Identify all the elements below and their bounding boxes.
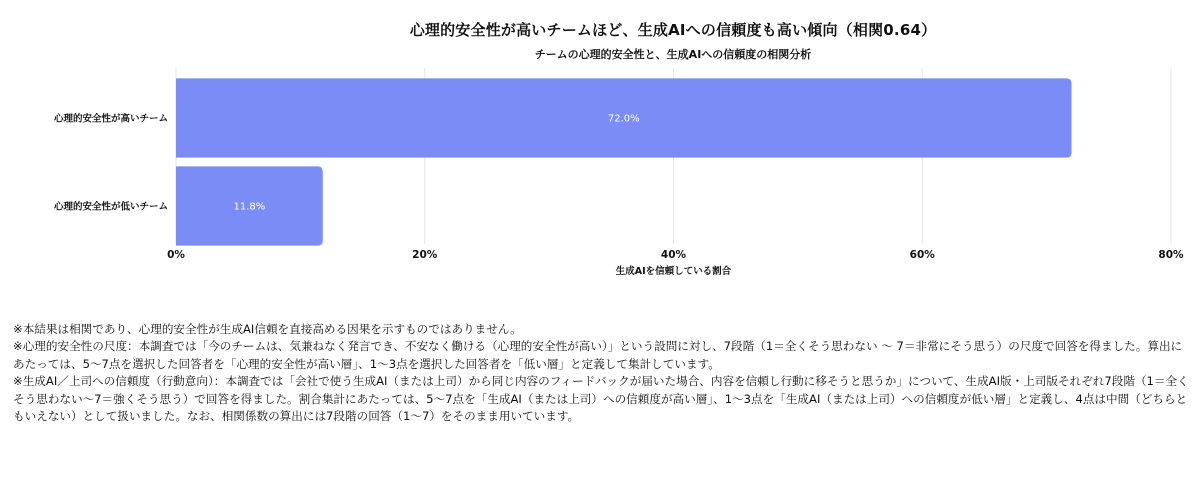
x-tick-label: 0% [167,249,185,261]
category-label: 心理的安全性が高いチーム [53,113,168,125]
data-label: 11.8% [233,201,266,213]
footnotes [13,321,1193,425]
x-tick-label: 40% [660,249,687,261]
footnote-psych-safety-scale: ※心理的安全性の尺度：本調査では「今のチームは、気兼ねなく発言でき、不安なく働ける（心理的安全性が高い）」という設問に対し、7段階（1＝全くそう思わない 〜 7＝非常にそう思う）の尺度で回答を得ました。算出にあたっては、5〜7点を選択した回答者を「心理的安全性が高い層」、1〜3点を選択した回答者を「低い層」と定義して集計しています。 [13,339,1183,371]
data-label: 72.0% [607,113,640,125]
x-tick-label: 60% [909,249,935,261]
x-tick-label: 80% [1158,249,1184,261]
x-tick-label: 20% [412,249,438,261]
chart-title: 心理的安全性が高いチームほど、生成AIへの信頼度も高い傾向（相関0.64） [409,21,937,39]
footnote-trust-scale: ※生成AI／上司への信頼度（行動意向）：本調査では「会社で使う生成AI（または上司）から同じ内容のフィードバックが届いた場合、内容を信頼し行動に移そうと思うか」について、生成AI版・上司版それぞれ7段階（1＝全くそう思わない〜7＝強くそう思う）で回答を得ました。割合集計にあたっては、5〜7点を「生成AI（または上司）への信頼度が高い層」、1〜3点を「生成AI（または上司）への信頼度が低い層」と定義し、4点は中間（どちらともいえない）として扱いました。なお、相関係数の算出には7段階の回答（1〜7）をそのまま用いています。 [13,374,1189,424]
chart-subtitle: チームの心理的安全性と、生成AIへの信頼度の相関分析 [534,48,812,61]
category-label: 心理的安全性が低いチーム [53,201,168,213]
footnote-causation: ※本結果は相関であり、心理的安全性が生成AI信頼を直接高める因果を示すものではありません。 [13,322,522,336]
x-axis-title: 生成AIを信頼している割合 [615,266,732,277]
